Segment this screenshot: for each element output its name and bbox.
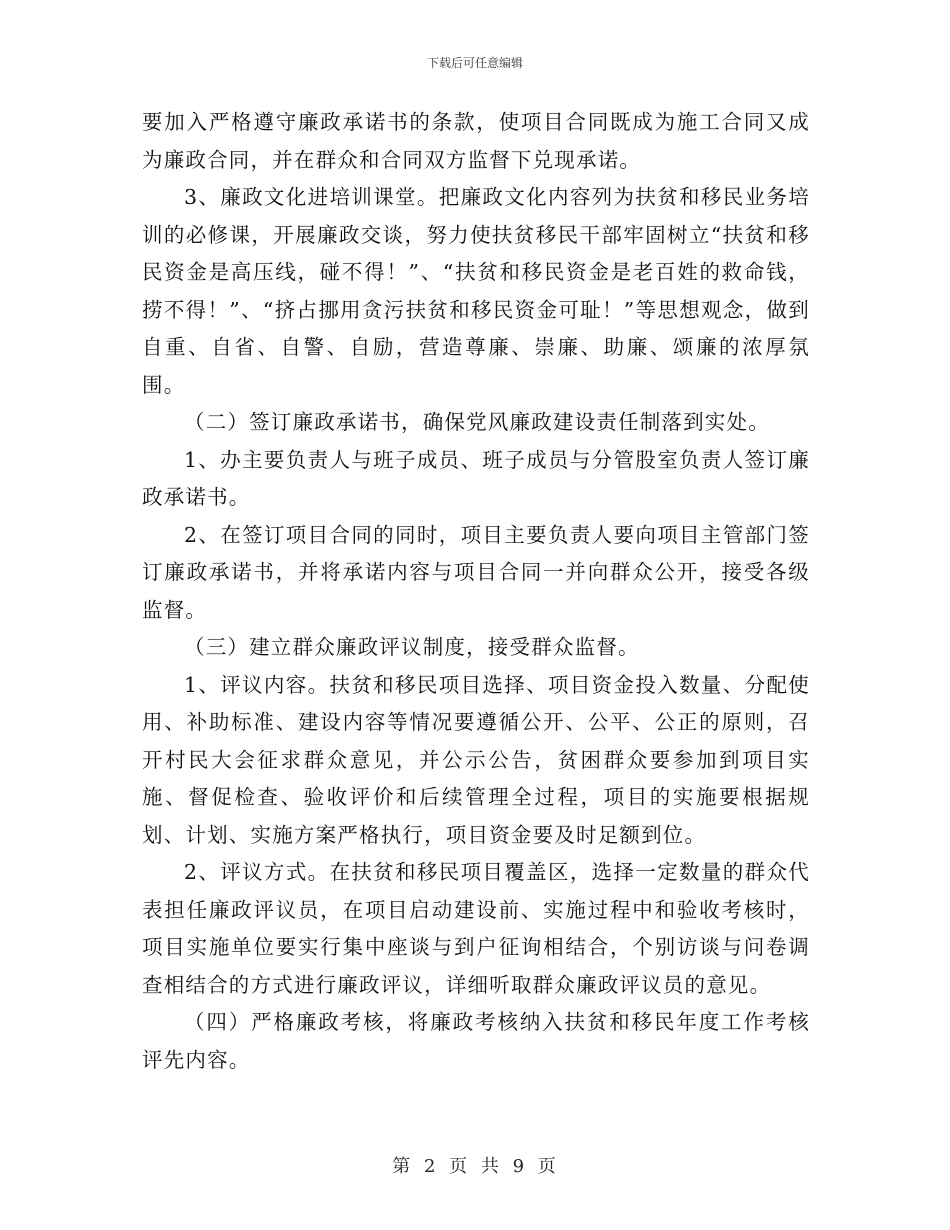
section-heading-2: （二）签订廉政承诺书，确保党风廉政建设责任制落到实处。 (184, 410, 770, 434)
paragraph-3: 1、办主要负责人与班子成员、班子成员与分管股室负责人签订廉政承诺书。 (142, 447, 810, 509)
paragraph-2: 3、廉政文化进培训课堂。把廉政文化内容列为扶贫和移民业务培训的必修课，开展廉政交谈，努力使扶贫移民干部牢固树立“扶贫和移民资金是高压线，碰不得！”、“扶贫和移民资金是老百姓的救命钱，捞不得！”、“挤占挪用贪污扶贫和移民资金可耻！”等思想观念，做到自重、自省、自警、自励，营造尊廉、崇廉、助廉、颂廉的浓厚氛围。 (142, 185, 810, 397)
footer-page-word: 页 (449, 1156, 470, 1177)
page-footer (0, 1152, 950, 1178)
header-note: 下载后可任意编辑 (426, 56, 523, 70)
footer-suffix: 页 (537, 1156, 558, 1177)
footer-total-word: 共 (480, 1156, 501, 1177)
paragraph-4: 2、在签订项目合同的同时，项目主要负责人要向项目主管部门签订廉政承诺书，并将承诺内容与项目合同一并向群众公开，接受各级监督。 (142, 522, 810, 622)
footer-prefix: 第 (392, 1156, 413, 1177)
footer-current-page: 2 (423, 1156, 438, 1177)
document-body (142, 104, 810, 1079)
paragraph-1: 要加入严格遵守廉政承诺书的条款，使项目合同既成为施工合同又成为廉政合同，并在群众和合同双方监督下兑现承诺。 (142, 110, 810, 172)
paragraph-5: 1、评议内容。扶贫和移民项目选择、项目资金投入数量、分配使用、补助标准、建设内容等情况要遵循公开、公平、公正的原则，召开村民大会征求群众意见，并公示公告，贫困群众要参加到项目实施、督促检查、验收评价和后续管理全过程，项目的实施要根据规划、计划、实施方案严格执行，项目资金要及时足额到位。 (142, 672, 810, 847)
section-heading-4: （四）严格廉政考核，将廉政考核纳入扶贫和移民年度工作考核评先内容。 (142, 1010, 810, 1072)
paragraph-6: 2、评议方式。在扶贫和移民项目覆盖区，选择一定数量的群众代表担任廉政评议员，在项目启动建设前、实施过程中和验收考核时，项目实施单位要实行集中座谈与到户征询相结合，个别访谈与问卷调查相结合的方式进行廉政评议，详细听取群众廉政评议员的意见。 (142, 860, 810, 997)
section-heading-3: （三）建立群众廉政评议制度，接受群众监督。 (184, 635, 640, 659)
footer-total-pages: 9 (512, 1156, 527, 1177)
